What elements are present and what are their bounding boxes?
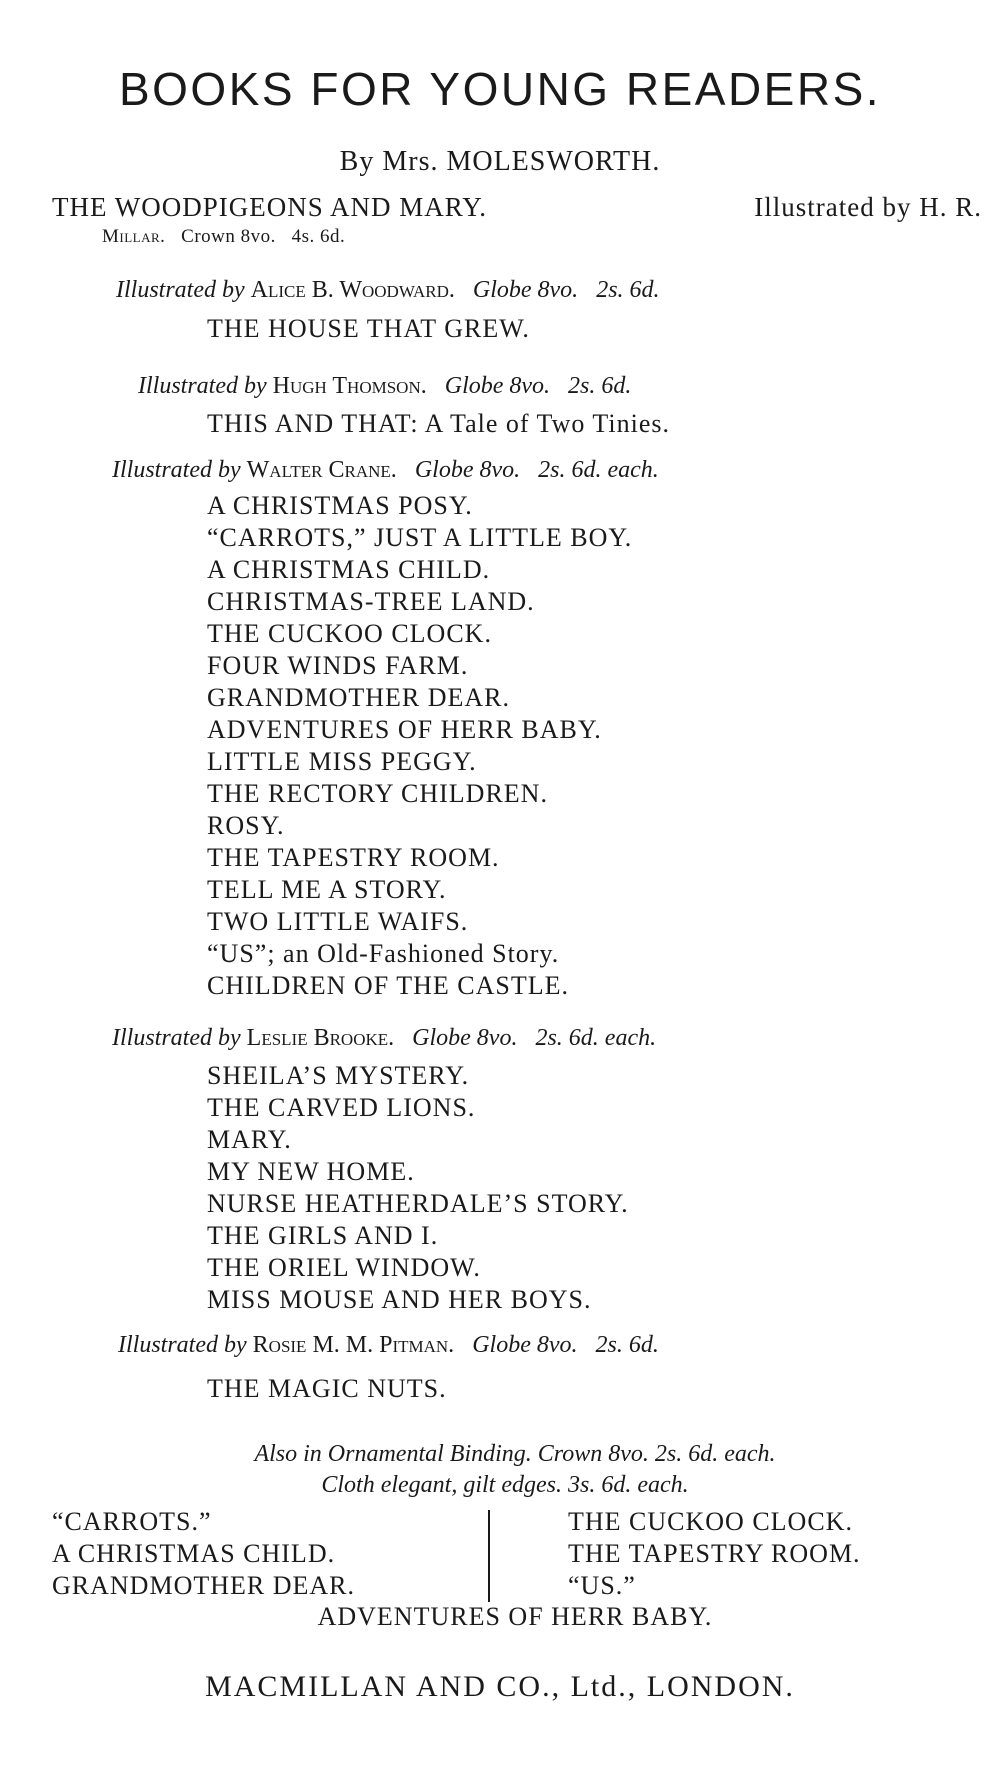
- ornamental-left-column: [52, 1506, 355, 1602]
- ornamental-binding-line: Also in Ornamental Binding. Crown 8vo. 2s. 6d. each.: [254, 1441, 776, 1467]
- book-title: THE MAGIC NUTS.: [207, 1374, 447, 1403]
- book-title: THIS AND THAT: A Tale of Two Tinies.: [207, 409, 671, 438]
- woodpigeons-details: [102, 226, 345, 248]
- list-item: THE RECTORY CHILDREN.: [207, 779, 548, 808]
- list-item: “US.”: [568, 1571, 636, 1600]
- brooke-book-list: [207, 1060, 629, 1316]
- list-item: A CHRISTMAS CHILD.: [207, 555, 491, 584]
- illustrated-by-label: Illustrated by: [112, 457, 241, 483]
- list-item: MY NEW HOME.: [207, 1157, 415, 1186]
- illustrated-by-label: Illustrated by: [118, 1332, 247, 1358]
- list-item: A CHRISTMAS CHILD.: [52, 1539, 336, 1568]
- list-item: ADVENTURES OF HERR BABY.: [207, 715, 602, 744]
- woodpigeons-entry: [52, 192, 982, 223]
- section-illustrator-line: [116, 277, 660, 304]
- illustrator-name: Walter Crane.: [246, 457, 397, 483]
- illustrator-name: Hugh Thomson.: [272, 373, 427, 399]
- section-illustrator-line: [118, 1332, 659, 1359]
- publisher-imprint: MACMILLAN AND CO., Ltd., LONDON.: [205, 1670, 795, 1703]
- list-item: MARY.: [207, 1125, 292, 1154]
- price-label: 2s. 6d.: [595, 1332, 659, 1358]
- woodpigeons-illustrated: Illustrated by H. R.: [754, 192, 982, 222]
- list-item: LITTLE MISS PEGGY.: [207, 747, 477, 776]
- ornamental-bottom-title: ADVENTURES OF HERR BABY.: [317, 1602, 713, 1631]
- list-item: FOUR WINDS FARM.: [207, 651, 469, 680]
- list-item: THE CUCKOO CLOCK.: [207, 619, 492, 648]
- format-label: Globe 8vo.: [472, 277, 579, 303]
- woodpigeons-price: 4s. 6d.: [291, 226, 346, 247]
- list-item: GRANDMOTHER DEAR.: [52, 1571, 355, 1600]
- section-illustrator-line: [112, 1025, 656, 1052]
- illustrator-name: Alice B. Woodward.: [250, 277, 455, 303]
- list-item: THE CARVED LIONS.: [207, 1093, 476, 1122]
- illustrated-by-label: Illustrated by: [138, 373, 267, 399]
- illustrated-by-label: Illustrated by: [112, 1025, 241, 1051]
- price-label: 2s. 6d. each.: [535, 1025, 657, 1051]
- list-item: TELL ME A STORY.: [207, 875, 447, 904]
- illustrator-name: Rosie M. M. Pitman.: [252, 1332, 455, 1358]
- gilt-edges-line: Cloth elegant, gilt edges. 3s. 6d. each.: [321, 1472, 689, 1498]
- list-item: “US”; an Old-Fashioned Story.: [207, 939, 560, 968]
- list-item: THE GIRLS AND I.: [207, 1221, 439, 1250]
- list-item: CHILDREN OF THE CASTLE.: [207, 971, 569, 1000]
- price-label: 2s. 6d. each.: [538, 457, 659, 483]
- list-item: THE CUCKOO CLOCK.: [568, 1507, 853, 1536]
- author-line: By Mrs. MOLESWORTH.: [339, 146, 661, 177]
- format-label: Globe 8vo.: [444, 373, 551, 399]
- format-label: Globe 8vo.: [472, 1332, 578, 1358]
- list-item: A CHRISTMAS POSY.: [207, 491, 473, 520]
- list-item: GRANDMOTHER DEAR.: [207, 683, 510, 712]
- section-illustrator-line: [138, 373, 631, 400]
- list-item: “CARROTS.”: [52, 1507, 212, 1536]
- ornamental-right-column: [568, 1506, 861, 1602]
- book-title: THE HOUSE THAT GREW.: [207, 314, 530, 343]
- page-title: BOOKS FOR YOUNG READERS.: [118, 63, 882, 115]
- illustrated-by-label: Illustrated by: [116, 277, 245, 303]
- list-item: CHRISTMAS-TREE LAND.: [207, 587, 535, 616]
- price-label: 2s. 6d.: [568, 373, 632, 399]
- list-item: SHEILA’S MYSTERY.: [207, 1061, 470, 1090]
- format-label: Globe 8vo.: [414, 457, 521, 483]
- woodpigeons-title: THE WOODPIGEONS AND MARY.: [52, 192, 488, 222]
- woodpigeons-illustrator: Millar.: [102, 226, 166, 247]
- list-item: THE TAPESTRY ROOM.: [568, 1539, 861, 1568]
- list-item: MISS MOUSE AND HER BOYS.: [207, 1285, 592, 1314]
- list-item: ROSY.: [207, 811, 285, 840]
- price-label: 2s. 6d.: [596, 277, 660, 303]
- list-item: “CARROTS,” JUST A LITTLE BOY.: [207, 523, 633, 552]
- format-label: Globe 8vo.: [412, 1025, 518, 1051]
- column-divider: [488, 1510, 490, 1602]
- crane-book-list: [207, 490, 632, 1002]
- woodpigeons-format: Crown 8vo.: [181, 226, 276, 247]
- section-illustrator-line: [112, 457, 659, 484]
- list-item: TWO LITTLE WAIFS.: [207, 907, 469, 936]
- list-item: NURSE HEATHERDALE’S STORY.: [207, 1189, 629, 1218]
- list-item: THE ORIEL WINDOW.: [207, 1253, 481, 1282]
- list-item: THE TAPESTRY ROOM.: [207, 843, 500, 872]
- illustrator-name: Leslie Brooke.: [246, 1025, 395, 1051]
